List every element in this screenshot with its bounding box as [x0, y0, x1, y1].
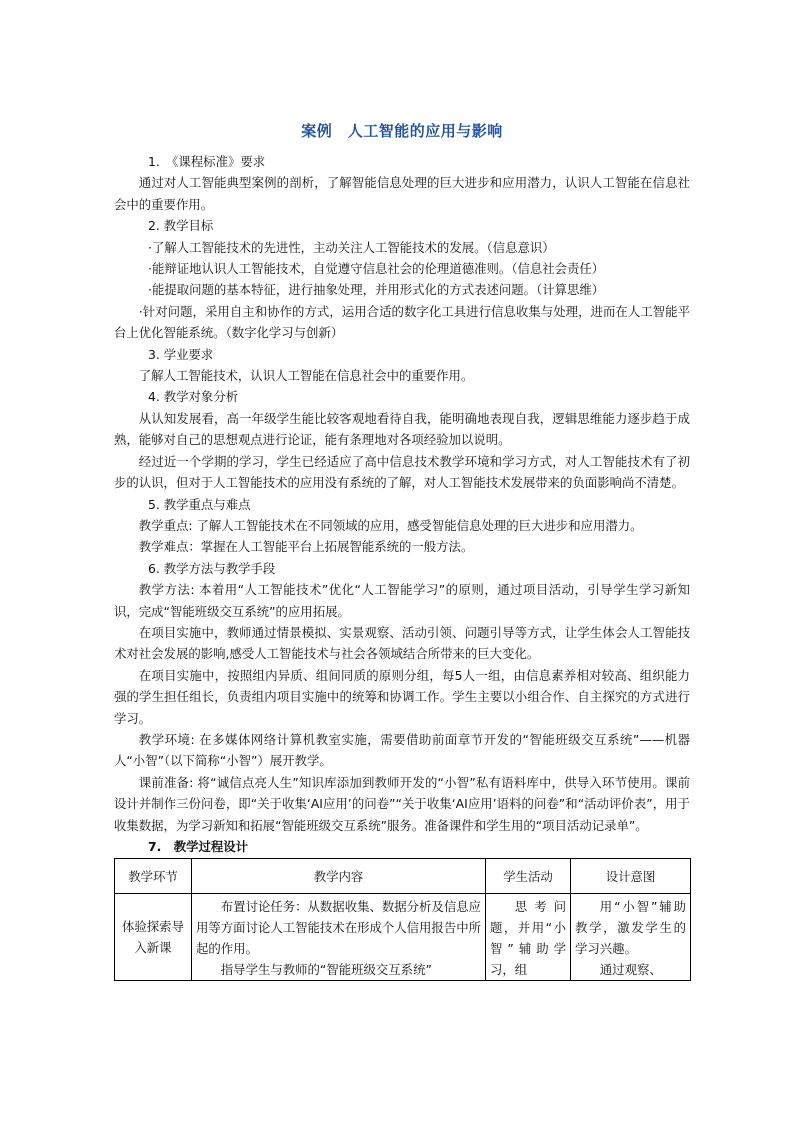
section-6-paragraph: 教学环境: 在多媒体网络计算机教室实施，需要借助前面章节开发的“智能班级交互系统”——机器人“小智”（以下简称“小智”）展开教学。: [114, 731, 690, 769]
section-3-text: 了解人工智能技术，认识人工智能在信息社会中的重要作用。: [138, 368, 474, 384]
section-6-paragraph: 课前准备: 将“诚信点亮人生”知识库添加到教师开发的“小智”私有语料库中，供导入环节使用。课前设计并制作三份问卷，即“关于收集‘AI应用’的问卷”“关于收集‘AI应用’语料的问卷”和“活动评价表”，用于收集数据，为学习新知和拓展“智能班级交互系统”服务。准备课件和学生用的“项目活动记录单”。: [114, 774, 690, 833]
section-1-heading: 1. 《课程标准》要求: [148, 154, 266, 169]
content-paragraph: 指导学生与教师的“智能班级交互系统”: [220, 962, 432, 978]
objective-item: ·能辩证地认识人工智能技术，自觉遵守信息社会的伦理道德准则。（信息社会责任）: [148, 261, 605, 277]
section-7-heading: 7. 教学过程设计: [148, 839, 249, 854]
content-paragraph: 布置讨论任务：从数据收集、数据分析及信息应用等方面讨论人工智能技术在形成个人信用报告中所起的作用。: [196, 899, 481, 957]
section-6-paragraph: 在项目实施中，教师通过情景模拟、实景观察、活动引领、问题引导等方式，让学生体会人工智能技术对社会发展的影响,感受人工智能技术与社会各领域结合所带来的巨大变化。: [114, 624, 690, 662]
content-cell: [192, 894, 486, 981]
section-4-paragraph: 从认知发展看，高一年级学生能比较客观地看待自我，能明确地表现自我，逻辑思维能力逐步趋于成熟，能够对自己的思想观点进行论证，能有条理地对各项经验加以说明。: [114, 410, 690, 448]
table-row: [115, 894, 691, 981]
section-5-paragraph: 教学难点：掌握在人工智能平台上拓展智能系统的一般方法。: [138, 539, 474, 555]
section-6-paragraph: 教学方法: 本着用“人工智能技术”优化“人工智能学习”的原则，通过项目活动，引导学生学习新知识，完成“智能班级交互系统”的应用拓展。: [114, 582, 690, 619]
stage-cell: 体验探索导入新课: [115, 894, 192, 981]
column-header: 设计意图: [571, 859, 691, 894]
column-header: 学生活动: [486, 859, 571, 894]
section-4-heading: 4. 教学对象分析: [148, 389, 239, 405]
intent-paragraph: 用“小智”辅助教学，激发学生的学习兴趣。: [575, 899, 686, 957]
column-header: 教学环节: [115, 859, 192, 894]
section-1-text: 通过对人工智能典型案例的剖析，了解智能信息处理的巨大进步和应用潜力，认识人工智能在信息社会中的重要作用。: [114, 175, 690, 212]
section-6-heading: 6. 教学方法与教学手段: [148, 560, 276, 576]
section-3-heading: 3. 学业要求: [148, 346, 214, 362]
column-header: 教学内容: [192, 859, 486, 894]
objective-item: ·能提取问题的基本特征，进行抽象处理，并用形式化的方式表述问题。（计算思维）: [148, 282, 605, 298]
section-4-paragraph: 经过近一个学期的学习，学生已经适应了高中信息技术教学环境和学习方式，对人工智能技术有了初步的认识，但对于人工智能技术的应用没有系统的了解，对人工智能技术发展带来的负面影响尚不清楚。: [114, 453, 690, 491]
activity-text: 思考问题，并用“小智”辅助学习，组: [490, 899, 566, 978]
table-header-row: [115, 859, 691, 894]
page-title: 案例 人工智能的应用与影响: [301, 122, 503, 140]
intent-cell: [571, 894, 691, 981]
intent-paragraph: 通过观察、: [599, 962, 662, 978]
document-page: [114, 120, 690, 981]
section-2-heading: 2. 教学目标: [148, 218, 214, 234]
activity-cell: [486, 894, 571, 981]
teaching-process-table: [114, 858, 691, 981]
objective-item: ·针对问题，采用自主和协作的方式，运用合适的数字化工具进行信息收集与处理，进而在人工智能平台上优化智能系统。（数字化学习与创新）: [114, 303, 690, 341]
section-6-paragraph: 在项目实施中，按照组内异质、组间同质的原则分组，每5人一组，由信息素养相对较高、组织能力强的学生担任组长，负责组内项目实施中的统筹和协调工作。学生主要以小组合作、自主探究的方式进行学习。: [114, 667, 690, 726]
section-5-heading: 5. 教学重点与难点: [148, 496, 251, 512]
section-5-paragraph: 教学重点: 了解人工智能技术在不同领域的应用，感受智能信息处理的巨大进步和应用潜力。: [138, 517, 643, 533]
objective-item: ·了解人工智能技术的先进性，主动关注人工智能技术的发展。（信息意识）: [148, 239, 555, 255]
